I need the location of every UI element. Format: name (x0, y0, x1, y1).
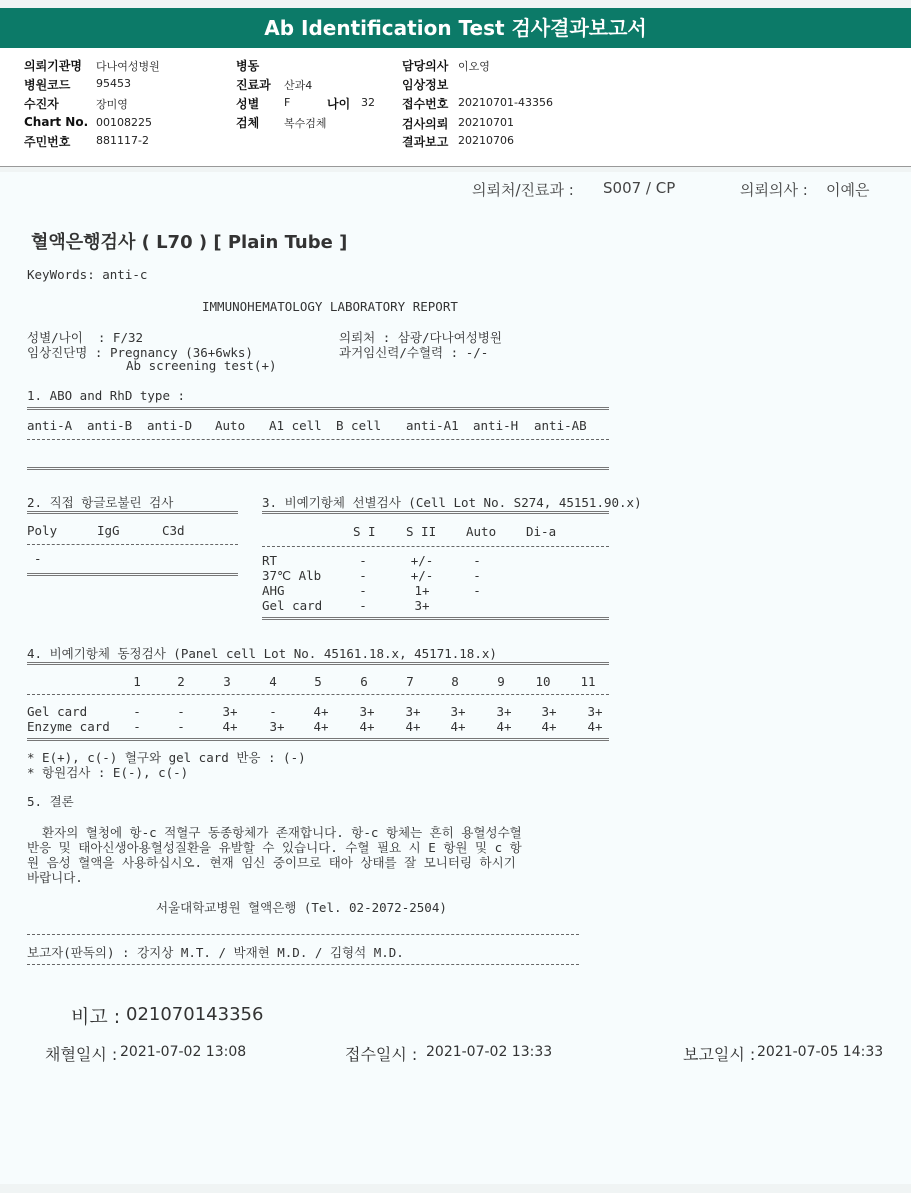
section2-bottom-rule (27, 573, 238, 576)
panel-enz-2: - (177, 719, 185, 734)
panel-row-gel-card: Gel card (27, 704, 88, 719)
section3-rt-s1: - (359, 553, 367, 568)
panel-gel-4: - (269, 704, 277, 719)
section3-rt-s2: +/- (410, 553, 434, 568)
request-date-value: 20210701 (458, 116, 514, 129)
referral-doctor-label: 의뢰의사 : (740, 181, 808, 199)
panel-gel-1: - (133, 704, 141, 719)
specimen-label: 검체 (236, 116, 260, 130)
doctor-label: 담당의사 (402, 59, 449, 73)
panel-row-enzyme-card: Enzyme card (27, 719, 110, 734)
referral-dept-label: 의뢰처/진료과 : (472, 181, 574, 199)
section3-ahg-s2: 1+ (414, 583, 430, 598)
report-title: Ab Identification Test 검사결과보고서 (264, 16, 647, 40)
sex-label: 성별 (236, 97, 260, 111)
report-date-value: 2021-07-05 14:33 (757, 1044, 884, 1060)
section2-col-poly: Poly (27, 523, 58, 538)
section3-row-ahg: AHG (262, 583, 285, 598)
remark-value: 021070143356 (126, 1004, 264, 1025)
panel-enz-3: 4+ (222, 719, 238, 734)
section1-col-anti-d: anti-D (147, 418, 193, 433)
section1-col-a1-cell: A1 cell (269, 418, 322, 433)
panel-gel-5: 4+ (313, 704, 329, 719)
panel-col-3: 3 (223, 674, 231, 689)
section3-alb-s1: - (359, 568, 367, 583)
section3-row-rt: RT (262, 553, 278, 568)
collect-label: 채혈일시 : (45, 1045, 118, 1064)
section2-mid-rule (27, 544, 238, 545)
patient-header (0, 48, 911, 167)
sex-age-line: 성별/나이 : F/32 (27, 330, 144, 345)
panel-gel-6: 3+ (359, 704, 375, 719)
section1-col-anti-a: anti-A (27, 418, 73, 433)
ward-label: 병동 (236, 59, 260, 73)
reporter-top-rule (27, 934, 579, 935)
panel-enz-4: 3+ (269, 719, 285, 734)
section1-col-anti-b: anti-B (87, 418, 133, 433)
referral-dept-value: S007 / CP (603, 179, 676, 197)
hospital-code-value: 95453 (96, 77, 131, 90)
section3-col-s1: S I (353, 524, 376, 539)
diagnosis-line: 임상진단명 : Pregnancy (36+6wks) (27, 345, 253, 360)
section1-col-auto: Auto (215, 418, 246, 433)
section5-title: 5. 결론 (27, 794, 74, 809)
section1-col-anti-a1: anti-A1 (406, 418, 459, 433)
section2-title: 2. 직접 항글로불린 검사 (27, 495, 174, 510)
section4-title: 4. 비예기항체 동정검사 (Panel cell Lot No. 45161.18.x, 45171.18.x) (27, 646, 497, 661)
patient-name-label: 수진자 (24, 97, 59, 111)
age-label: 나이 (327, 97, 351, 111)
section2-col-igg: IgG (97, 523, 120, 538)
reporter-bottom-rule (27, 964, 579, 965)
test-title: 혈액은행검사 ( L70 ) [ Plain Tube ] (31, 232, 348, 253)
section2-poly-value: - (34, 551, 42, 566)
sex-value: F (284, 96, 291, 109)
department-value: 산과4 (284, 79, 313, 92)
section3-alb-s2: +/- (410, 568, 434, 583)
conclusion-line-4: 바랍니다. (27, 870, 83, 885)
panel-col-6: 6 (360, 674, 368, 689)
section2-top-rule (27, 511, 238, 514)
section1-top-rule (27, 407, 609, 410)
panel-col-7: 7 (406, 674, 414, 689)
lab-contact: 서울대학교병원 혈액은행 (Tel. 02-2072-2504) (156, 900, 447, 915)
panel-enz-11: 4+ (587, 719, 603, 734)
panel-enz-9: 4+ (496, 719, 512, 734)
panel-gel-7: 3+ (405, 704, 421, 719)
collect-value: 2021-07-02 13:08 (120, 1044, 247, 1060)
panel-col-2: 2 (177, 674, 185, 689)
chart-no-label: Chart No. (24, 115, 89, 129)
history-line: 과거임신력/수혈력 : -/- (339, 345, 489, 360)
panel-enz-10: 4+ (541, 719, 557, 734)
conclusion-line-1: 환자의 혈청에 항-c 적혈구 동종항체가 존재합니다. 항-c 항체는 흔히 용혈성수혈 (27, 825, 522, 840)
section3-bottom-rule (262, 617, 609, 620)
panel-gel-11: 3+ (587, 704, 603, 719)
hospital-name-label: 의뢰기관명 (24, 59, 82, 73)
conclusion-line-2: 반응 및 태아신생아용혈성질환을 유발할 수 있습니다. 수혈 필요 시 E 항원 및 c 항 (27, 840, 522, 855)
panel-enz-6: 4+ (359, 719, 375, 734)
panel-enz-5: 4+ (313, 719, 329, 734)
panel-col-5: 5 (314, 674, 322, 689)
report-date-label: 보고일시 : (683, 1045, 756, 1064)
hospital-code-label: 병원코드 (24, 78, 71, 92)
keywords: KeyWords: anti-c (27, 267, 148, 282)
section3-col-s2: S II (406, 524, 437, 539)
section3-row-gel-card: Gel card (262, 598, 323, 613)
panel-enz-1: - (133, 719, 141, 734)
panel-enz-8: 4+ (450, 719, 466, 734)
section3-ahg-auto: - (473, 583, 481, 598)
result-date-label: 결과보고 (402, 135, 449, 149)
section3-title: 3. 비예기항체 선별검사 (Cell Lot No. S274, 45151.90.x) (262, 495, 642, 510)
panel-gel-9: 3+ (496, 704, 512, 719)
section4-bottom-rule (27, 738, 609, 741)
section3-ahg-s1: - (359, 583, 367, 598)
panel-col-9: 9 (497, 674, 505, 689)
section3-col-auto: Auto (466, 524, 497, 539)
report-title-bar (0, 8, 911, 48)
receive-value: 2021-07-02 13:33 (426, 1044, 553, 1060)
clinical-info-label: 임상정보 (402, 78, 449, 92)
request-date-label: 검사의뢰 (402, 117, 449, 131)
department-label: 진료과 (236, 78, 271, 92)
section3-alb-auto: - (473, 568, 481, 583)
panel-col-4: 4 (269, 674, 277, 689)
panel-col-11: 11 (580, 674, 596, 689)
result-date-value: 20210706 (458, 134, 514, 147)
resident-no-value: 881117-2 (96, 134, 149, 147)
panel-note-2: * 항원검사 : E(-), c(-) (27, 765, 189, 780)
accession-label: 접수번호 (402, 97, 449, 111)
report-body (0, 172, 911, 1184)
patient-name-value: 장미영 (96, 98, 128, 111)
panel-enz-7: 4+ (405, 719, 421, 734)
specimen-value: 복수검체 (284, 117, 327, 130)
receive-label: 접수일시 : (345, 1045, 418, 1064)
section3-rt-auto: - (473, 553, 481, 568)
section1-col-anti-h: anti-H (473, 418, 519, 433)
section4-top-rule (27, 662, 609, 665)
panel-gel-8: 3+ (450, 704, 466, 719)
referral-doctor-value: 이예은 (826, 181, 870, 199)
chart-no-value: 00108225 (96, 116, 152, 129)
section1-title: 1. ABO and RhD type : (27, 388, 186, 403)
section4-mid-rule (27, 694, 609, 695)
panel-col-10: 10 (535, 674, 551, 689)
panel-gel-3: 3+ (222, 704, 238, 719)
section3-top-rule (262, 511, 609, 514)
section2-col-c3d: C3d (162, 523, 185, 538)
age-value: 32 (361, 96, 375, 109)
conclusion-line-3: 원 음성 혈액을 사용하십시오. 현재 임신 중이므로 태아 상태를 잘 모니터링 하시기 (27, 855, 516, 870)
panel-gel-2: - (177, 704, 185, 719)
section3-col-di-a: Di-a (526, 524, 557, 539)
panel-col-1: 1 (133, 674, 141, 689)
resident-no-label: 주민번호 (24, 135, 71, 149)
section3-gel-s1: - (359, 598, 367, 613)
reporter-line: 보고자(판독의) : 강지상 M.T. / 박재현 M.D. / 김형석 M.D. (27, 945, 404, 960)
doctor-value: 이오영 (458, 60, 490, 73)
panel-col-8: 8 (451, 674, 459, 689)
panel-note-1: * E(+), c(-) 혈구와 gel card 반응 : (-) (27, 750, 306, 765)
section1-mid-rule (27, 439, 609, 440)
panel-gel-10: 3+ (541, 704, 557, 719)
diagnosis-line-2: Ab screening test(+) (126, 358, 277, 373)
section1-col-b-cell: B cell (336, 418, 382, 433)
section3-row-37c-alb: 37℃ Alb (262, 568, 322, 583)
accession-value: 20210701-43356 (458, 96, 553, 109)
section1-bottom-rule (27, 467, 609, 470)
remark-label: 비고 : (71, 1006, 121, 1028)
hospital-name-value: 다나여성병원 (96, 60, 160, 73)
referrer-line: 의뢰처 : 삼광/다나여성병원 (339, 330, 502, 345)
lab-report-title: IMMUNOHEMATOLOGY LABORATORY REPORT (202, 299, 458, 314)
section3-mid-rule (262, 546, 609, 547)
section1-col-anti-ab: anti-AB (534, 418, 587, 433)
section3-gel-s2: 3+ (414, 598, 430, 613)
